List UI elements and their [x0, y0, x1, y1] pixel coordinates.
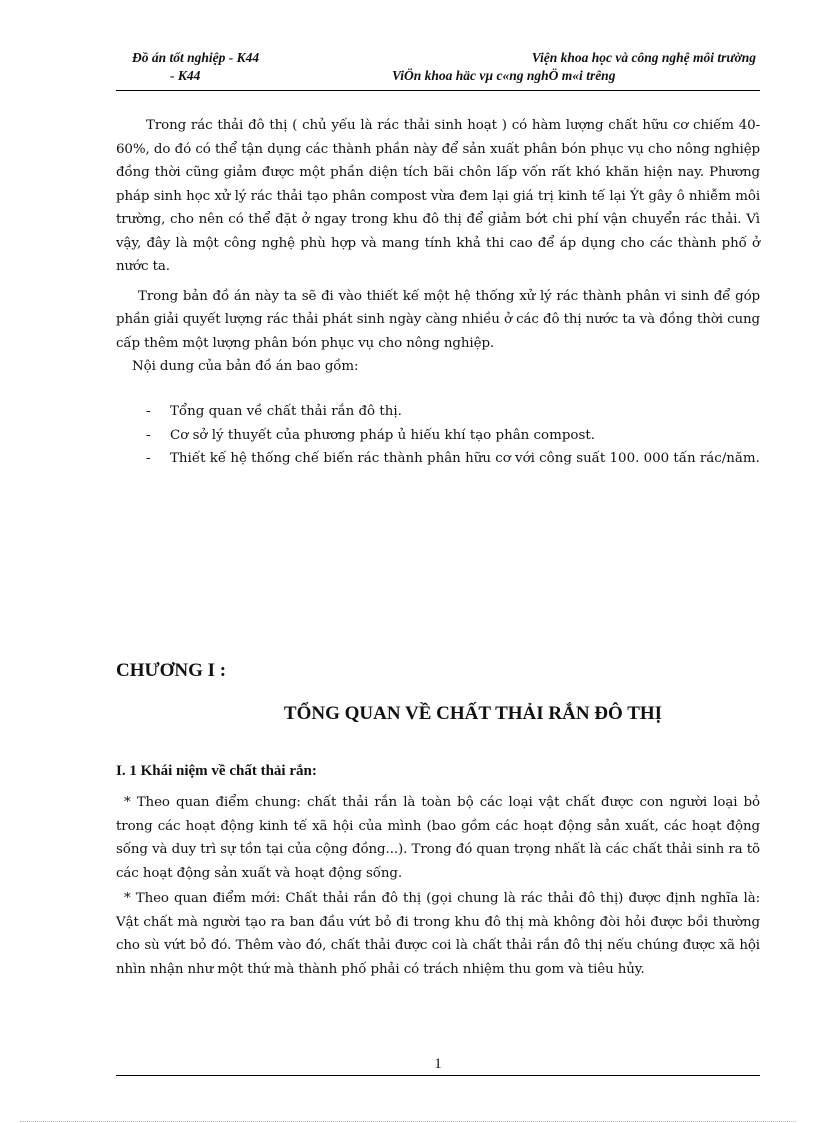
chapter-label: CHƯƠNG I : — [116, 660, 227, 681]
page-boundary — [20, 1121, 796, 1122]
intro-block — [116, 114, 760, 379]
contents-list — [116, 400, 760, 471]
list-item — [116, 400, 760, 424]
section-heading: I. 1 Khái niệm về chất thải rắn: — [116, 763, 317, 779]
header-left-line2: - K44 — [170, 68, 201, 83]
list-item — [116, 424, 760, 448]
chapter-title: TỔNG QUAN VỀ CHẤT THẢI RẮN ĐÔ THỊ — [283, 703, 663, 724]
list-bullet: - — [146, 451, 151, 466]
header-right-line2: ViÖn khoa häc vµ c«ng nghÖ m«i trêng — [392, 68, 616, 83]
section-paragraph-1: * Theo quan điểm chung: chất thải rắn là toàn bộ các loại vật chất được con người loại bỏ trong các hoạt động kinh tế xã hội của mình (bao gồm các hoạt động sản xuất, các hoạt động sống và duy trì sự tồn tại của cộng đồng...). Trong đó quan trọng nhất là các chất thải sinh ra tõ các hoạt động sản xuất và hoạt động sống. — [116, 795, 760, 881]
section-paragraph-2: * Theo quan điểm mới: Chất thải rắn đô thị (gọi chung là rác thải đô thị) được định nghĩa là: Vật chất mà người tạo ra ban đầu vứt bỏ đi trong khu đô thị mà không đòi hỏi được bồi thường cho sù vứt bỏ đó. Thêm vào đó, chất thải được coi là chất thải rắn đô thị nếu chúng được xã hội nhìn nhận như một thứ mà thành phố phải có trách nhiệm thu gom và tiêu hủy. — [116, 891, 760, 977]
list-bullet: - — [146, 427, 151, 443]
footer-rule — [116, 1075, 760, 1076]
intro-paragraph-1: Trong rác thải đô thị ( chủ yếu là rác thải sinh hoạt ) có hàm lượng chất hữu cơ chiếm 40- 60%, do đó có thể tận dụng các thành phần này để sản xuất phân bón phục vụ cho nông nghiệp đồng thời cũng giảm được một phần diện tích bãi chôn lấp vốn rất khó khăn hiện nay. Phương pháp sinh học xử lý rác thải tạo phân compost vừa đem lại giá trị kinh tế lại Ýt gây ô nhiễm môi trường, cho nên có thể đặt ở ngay trong khu đô thị để giảm bớt chi phí vận chuyển rác thải. Vì vậy, đây là một công nghệ phù hợp và mang tính khả thi cao để áp dụng cho các thành phố ở nước ta. — [116, 118, 760, 274]
intro-paragraph-2: Trong bản đồ án này ta sẽ đi vào thiết kế một hệ thống xử lý rác thành phân vi sinh để góp phần giải quyết lượng rác thải phát sinh ngày càng nhiều ở các đô thị nước ta và đồng thời cung cấp thêm một lượng phân bón phục vụ cho nông nghiệp. — [116, 288, 760, 351]
list-item-text: Thiết kế hệ thống chế biến rác thành phân hữu cơ với công suất 100. 000 tấn rác/năm. — [170, 451, 760, 466]
header-rule — [116, 90, 760, 91]
list-item — [116, 447, 760, 471]
page-number: 1 — [434, 1056, 442, 1072]
list-bullet: - — [146, 404, 151, 419]
header-right-line1: Viện khoa học và công nghệ môi trường — [531, 50, 756, 65]
list-item-text: Tổng quan về chất thải rắn đô thị. — [170, 404, 402, 419]
intro-paragraph-3: Nội dung của bản đồ án bao gồm: — [132, 359, 359, 374]
section-body — [116, 791, 760, 981]
list-item-text: Cơ sở lý thuyết của phương pháp ủ hiếu khí tạo phân compost. — [170, 427, 595, 443]
header-left-line1: Đồ án tốt nghiệp - K44 — [132, 50, 260, 65]
